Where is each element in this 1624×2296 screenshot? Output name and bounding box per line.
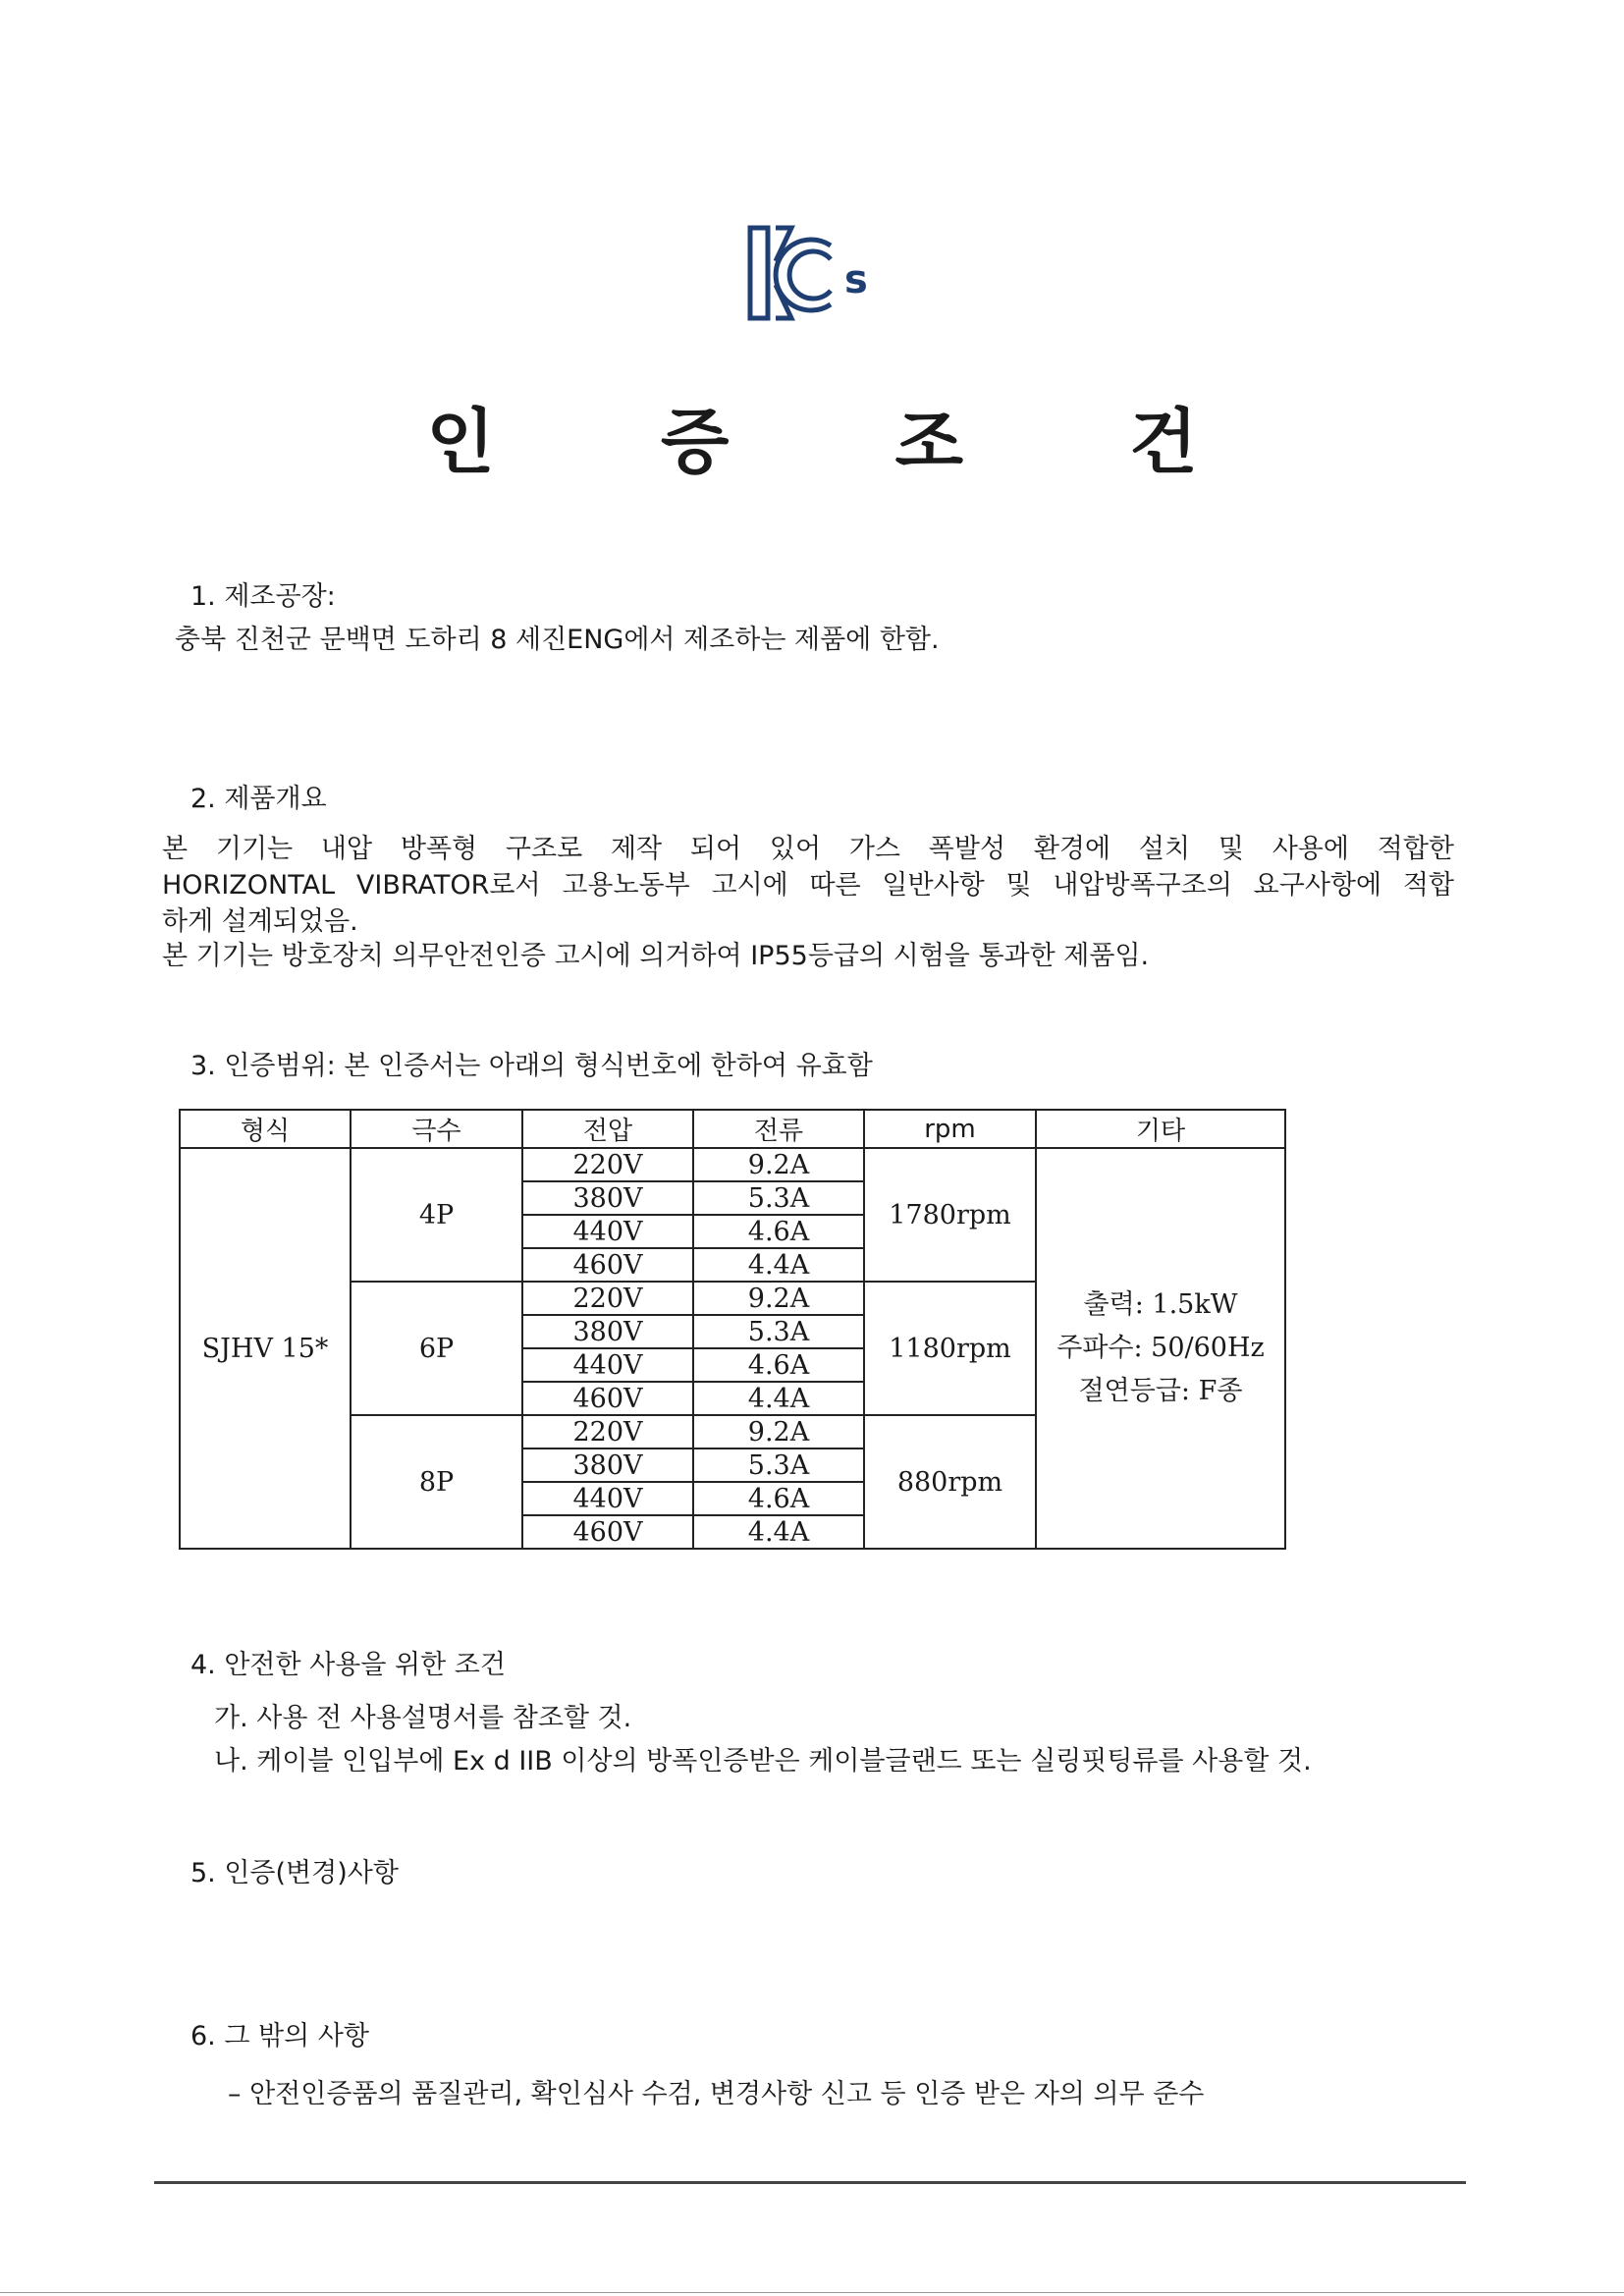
section-1-text: 충북 진천군 문백면 도하리 8 세진ENG에서 제조하는 제품에 한함. bbox=[175, 625, 940, 655]
section-2-line-3: 하게 설계되었음. bbox=[162, 906, 358, 937]
header-other: 기타 bbox=[1036, 1110, 1285, 1148]
current-cell: 4.4A bbox=[693, 1515, 864, 1549]
section-1-heading: 1. 제조공장: bbox=[190, 581, 336, 612]
svg-text:s: s bbox=[844, 257, 868, 302]
current-cell: 5.3A bbox=[693, 1449, 864, 1482]
section-4-heading: 4. 안전한 사용을 위한 조건 bbox=[190, 1650, 506, 1680]
voltage-cell: 220V bbox=[522, 1415, 693, 1449]
voltage-cell: 460V bbox=[522, 1382, 693, 1415]
current-cell: 4.6A bbox=[693, 1482, 864, 1515]
voltage-cell: 440V bbox=[522, 1482, 693, 1515]
table-row bbox=[180, 1148, 1285, 1181]
poles-cell: 4P bbox=[351, 1148, 522, 1282]
voltage-cell: 220V bbox=[522, 1282, 693, 1315]
current-cell: 9.2A bbox=[693, 1148, 864, 1181]
header-voltage: 전압 bbox=[522, 1110, 693, 1148]
section-2-line-4: 본 기기는 방호장치 의무안전인증 고시에 의거하여 IP55등급의 시험을 통과한 제품임. bbox=[162, 941, 1150, 971]
page-bottom-edge bbox=[0, 2292, 1624, 2293]
section-4-item-1: 가. 사용 전 사용설명서를 참조할 것. bbox=[214, 1703, 632, 1733]
voltage-cell: 220V bbox=[522, 1148, 693, 1181]
rpm-cell: 1780rpm bbox=[864, 1148, 1036, 1282]
voltage-cell: 440V bbox=[522, 1348, 693, 1382]
current-cell: 4.4A bbox=[693, 1248, 864, 1282]
voltage-cell: 380V bbox=[522, 1181, 693, 1215]
section-2-heading: 2. 제품개요 bbox=[190, 784, 327, 814]
rpm-cell: 880rpm bbox=[864, 1415, 1036, 1549]
current-cell: 9.2A bbox=[693, 1282, 864, 1315]
voltage-cell: 380V bbox=[522, 1449, 693, 1482]
voltage-cell: 440V bbox=[522, 1215, 693, 1248]
voltage-cell: 460V bbox=[522, 1248, 693, 1282]
section-6-item-1: – 안전인증품의 품질관리, 확인심사 수검, 변경사항 신고 등 인증 받은 자의 의무 준수 bbox=[228, 2079, 1205, 2109]
current-cell: 4.6A bbox=[693, 1348, 864, 1382]
current-cell: 4.6A bbox=[693, 1215, 864, 1248]
header-current: 전류 bbox=[693, 1110, 864, 1148]
current-cell: 5.3A bbox=[693, 1181, 864, 1215]
rpm-cell: 1180rpm bbox=[864, 1282, 1036, 1415]
section-6-heading: 6. 그 밖의 사항 bbox=[190, 2021, 369, 2051]
voltage-cell: 460V bbox=[522, 1515, 693, 1549]
header-model: 형식 bbox=[180, 1110, 351, 1148]
poles-cell: 6P bbox=[351, 1282, 522, 1415]
certification-scope-table bbox=[179, 1109, 1286, 1550]
section-3-heading: 3. 인증범위: 본 인증서는 아래의 형식번호에 한하여 유효함 bbox=[190, 1051, 873, 1081]
header-poles: 극수 bbox=[351, 1110, 522, 1148]
table-header-row bbox=[180, 1110, 1285, 1148]
other-specs-cell bbox=[1036, 1148, 1285, 1549]
output-spec: 출력: 1.5kW bbox=[1083, 1289, 1238, 1320]
section-2-line-2: HORIZONTAL VIBRATOR로서 고용노동부 고시에 따른 일반사항 및 내압방폭구조의 요구사항에 적합 bbox=[162, 870, 1454, 901]
header-rpm: rpm bbox=[864, 1110, 1036, 1148]
current-cell: 9.2A bbox=[693, 1415, 864, 1449]
section-5-heading: 5. 인증(변경)사항 bbox=[190, 1858, 399, 1888]
model-cell: SJHV 15* bbox=[180, 1148, 351, 1549]
section-4-item-2: 나. 케이블 인입부에 Ex d IIB 이상의 방폭인증받은 케이블글랜드 또는 실링핏팅류를 사용할 것. bbox=[214, 1746, 1312, 1777]
footer-divider bbox=[154, 2181, 1466, 2184]
insulation-class-spec: 절연등급: F종 bbox=[1078, 1376, 1243, 1406]
voltage-cell: 380V bbox=[522, 1315, 693, 1348]
document-title: 인 증 조 건 bbox=[426, 401, 1269, 483]
poles-cell: 8P bbox=[351, 1415, 522, 1549]
current-cell: 5.3A bbox=[693, 1315, 864, 1348]
kcs-certification-logo bbox=[746, 224, 872, 324]
current-cell: 4.4A bbox=[693, 1382, 864, 1415]
frequency-spec: 주파수: 50/60Hz bbox=[1056, 1333, 1265, 1363]
section-2-line-1: 본 기기는 내압 방폭형 구조로 제작 되어 있어 가스 폭발성 환경에 설치 및 사용에 적합한 bbox=[162, 834, 1454, 864]
